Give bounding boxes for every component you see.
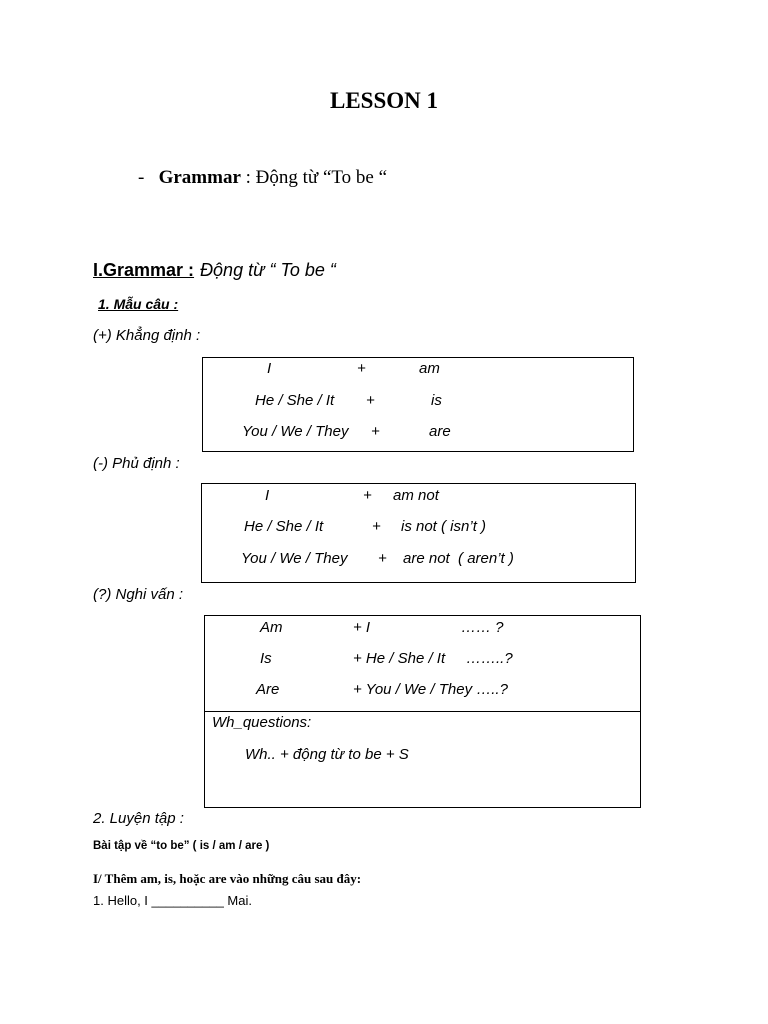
affirmative-verb: am [419,360,440,377]
affirmative-plus: + [371,423,380,440]
negative-box [201,483,636,583]
section-rest: Động từ “ To be “ [200,260,336,280]
topic-dash: - [138,167,145,188]
section-label: I.Grammar : [93,260,195,280]
question-ending: …… ? [461,619,504,636]
topic-label: Grammar [158,167,241,188]
question-verb: Am [260,619,283,636]
question-ending: ……..? [466,650,513,667]
negative-plus: + [378,550,387,567]
exercise-item: 1. Hello, I __________ Mai. [93,893,252,908]
question-divider [205,711,640,712]
wh-questions-label: Wh_questions: [212,714,312,731]
negative-verb: is not ( isn’t ) [401,518,487,535]
lesson-title: LESSON 1 [329,88,438,113]
question-subject: + He / She / It [353,650,446,667]
topic-line [138,167,387,189]
negative-plus: + [372,518,381,535]
negative-subject: He / She / It [244,518,324,535]
question-box [204,615,641,808]
exercise-title: Bài tập về “to be” ( is / am / are ) [93,840,270,852]
affirmative-label: (+) Khẳng định : [93,327,201,344]
question-subject: + You / We / They …..? [353,681,508,698]
negative-verb: are not ( aren’t ) [403,550,514,567]
wh-questions-formula: Wh.. + động từ to be + S [245,746,409,763]
affirmative-verb: is [431,392,442,409]
negative-subject: I [265,487,270,504]
affirmative-plus: + [357,360,366,377]
affirmative-subject: He / She / It [255,392,335,409]
negative-plus: + [363,487,372,504]
negative-label: (-) Phủ định : [93,455,180,472]
pattern-heading: 1. Mẫu câu : [98,296,179,312]
question-subject: + I [353,619,371,636]
negative-subject: You / We / They [241,550,348,567]
question-verb: Are [256,681,280,698]
affirmative-box [202,357,634,452]
affirmative-subject: I [267,360,272,377]
topic-rest: : Động từ “To be “ [240,167,388,188]
section-heading [93,260,336,281]
affirmative-subject: You / We / They [242,423,349,440]
practice-heading: 2. Luyện tập : [93,810,184,827]
affirmative-verb: are [429,423,451,440]
affirmative-plus: + [366,392,375,409]
question-verb: Is [260,650,272,667]
question-label: (?) Nghi vấn : [93,586,184,603]
exercise-instruction: I/ Thêm am, is, hoặc are vào những câu sau đây: [93,871,362,886]
negative-verb: am not [393,487,439,504]
